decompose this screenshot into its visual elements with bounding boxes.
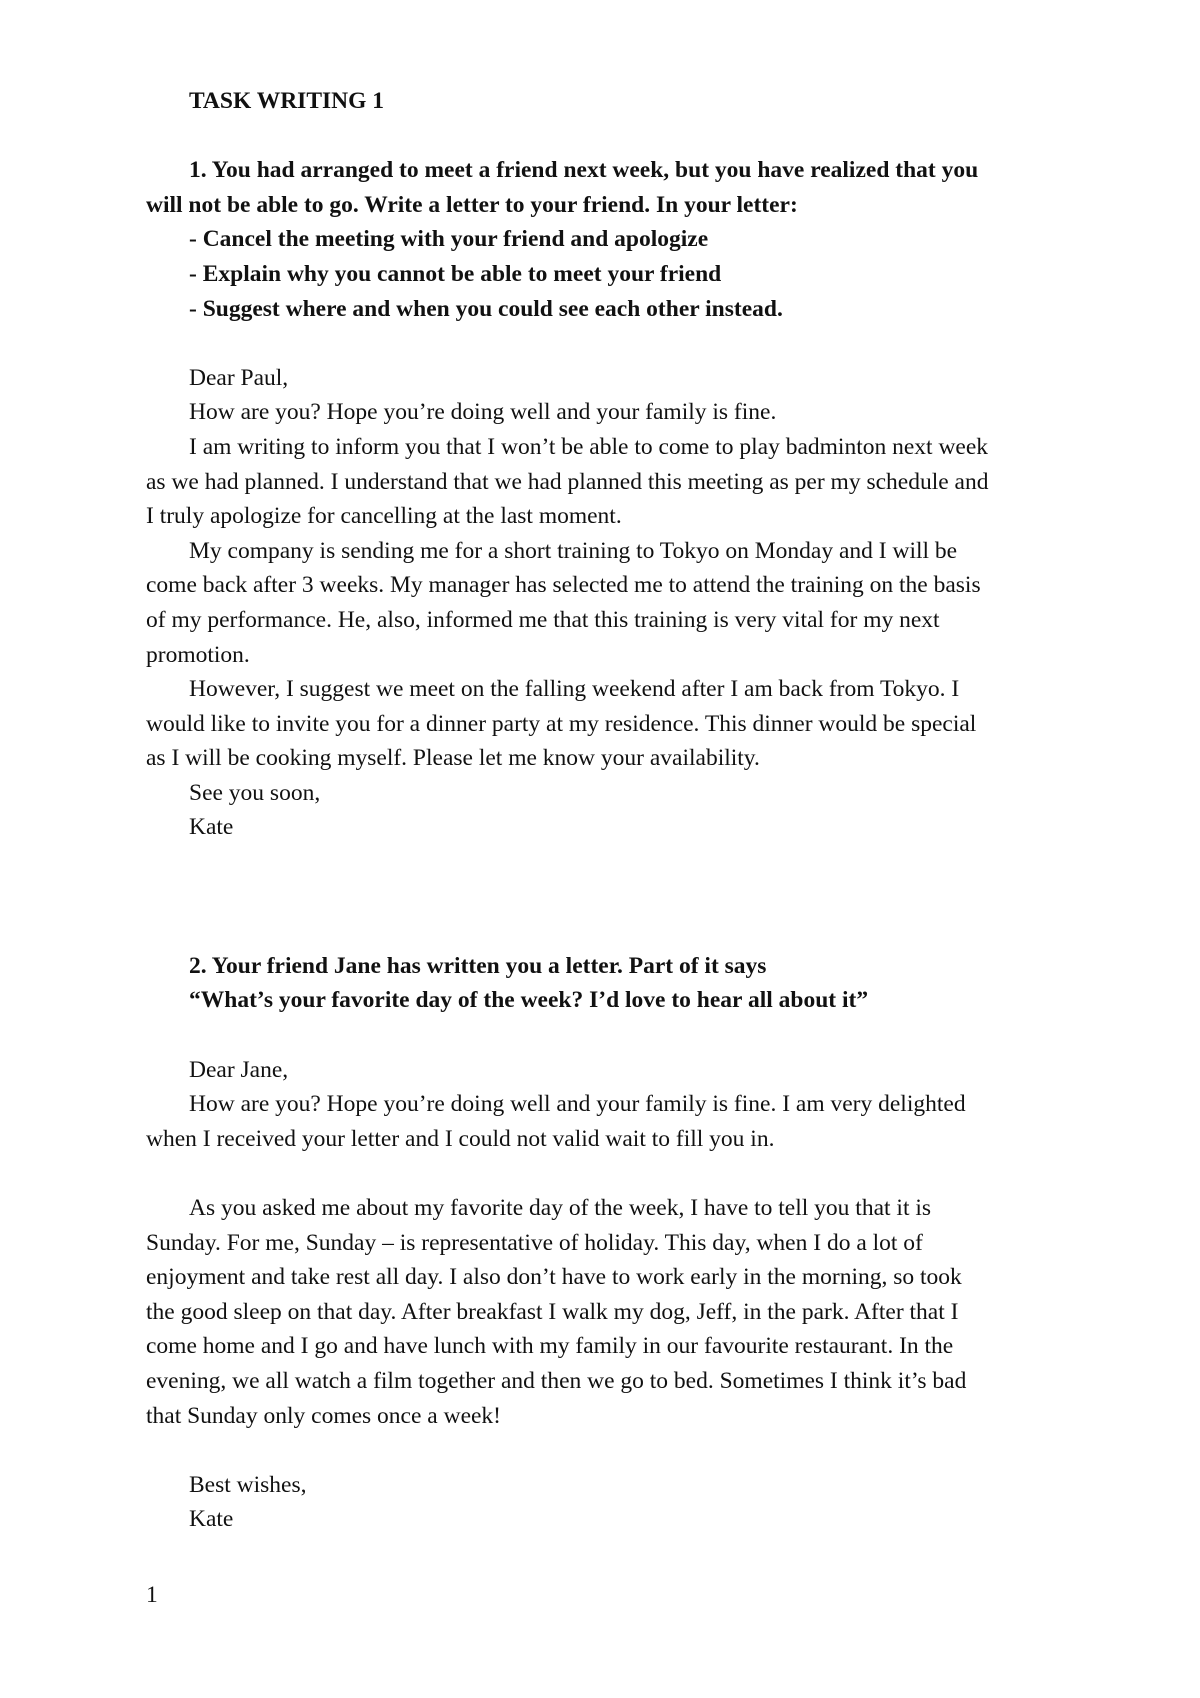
letter2-line: come home and I go and have lunch with my family in our favourite restaurant. In the [146,1333,954,1360]
task2-prompt-line: 2. Your friend Jane has written you a letter. Part of it says [189,952,767,979]
letter2-line: Sunday. For me, Sunday – is representative of holiday. This day, when I do a lot of [146,1229,923,1256]
task2-prompt-line: “What’s your favorite day of the week? I’d love to hear all about it” [189,987,869,1014]
spacer [146,119,1096,154]
letter1-line: come back after 3 weeks. My manager has selected me to attend the training on the basis [146,572,981,599]
letter2-line: As you asked me about my favorite day of the week, I have to tell you that it is [189,1195,932,1221]
spacer [146,326,1096,361]
letter1-line: I truly apologize for cancelling at the last moment. [146,503,622,530]
document-title: TASK WRITING 1 [189,88,385,114]
spacer [146,845,1096,880]
task1-bullet: - Cancel the meeting with your friend and apologize [189,226,709,253]
letter1-line: How are you? Hope you’re doing well and your family is fine. [189,399,777,426]
task1-prompt-line: 1. You had arranged to meet a friend next week, but you have realized that you [189,157,979,184]
letter2-signature: Kate [189,1506,234,1533]
letter2-greeting: Dear Jane, [189,1056,289,1083]
task1-prompt-line: will not be able to go. Write a letter to your friend. In your letter: [146,191,798,218]
document-page [146,84,1096,1537]
letter1-greeting: Dear Paul, [189,364,289,391]
letter1-line: would like to invite you for a dinner party at my residence. This dinner would be special [146,710,977,737]
letter1-closing: See you soon, [189,779,321,806]
spacer [146,914,1096,949]
spacer [146,1433,1096,1468]
task1-bullet: - Explain why you cannot be able to meet your friend [189,260,722,287]
letter2-line: the good sleep on that day. After breakfast I walk my dog, Jeff, in the park. After that I [146,1298,959,1325]
letter2-line: when I received your letter and I could not valid wait to fill you in. [146,1125,775,1152]
letter1-line: promotion. [146,641,250,668]
task1-bullet: - Suggest where and when you could see each other instead. [189,295,783,322]
spacer [146,880,1096,915]
spacer [146,1018,1096,1053]
spacer [146,1156,1096,1191]
letter2-line: enjoyment and take rest all day. I also don’t have to work early in the morning, so took [146,1264,962,1291]
letter2-line: evening, we all watch a film together and then we go to bed. Sometimes I think it’s bad [146,1367,967,1394]
letter1-line: My company is sending me for a short training to Tokyo on Monday and I will be [189,537,958,564]
letter1-line: as I will be cooking myself. Please let me know your availability. [146,745,760,772]
letter1-line: I am writing to inform you that I won’t be able to come to play badminton next week [189,433,989,460]
letter1-line: as we had planned. I understand that we had planned this meeting as per my schedule and [146,468,989,495]
letter2-line: that Sunday only comes once a week! [146,1402,502,1429]
letter1-line: However, I suggest we meet on the falling weekend after I am back from Tokyo. I [189,676,960,703]
letter2-line: How are you? Hope you’re doing well and your family is fine. I am very delighted [189,1091,966,1118]
page-number: 1 [146,1582,158,1608]
letter1-signature: Kate [189,814,234,841]
letter1-line: of my performance. He, also, informed me that this training is very vital for my next [146,606,940,633]
letter2-closing: Best wishes, [189,1471,307,1498]
